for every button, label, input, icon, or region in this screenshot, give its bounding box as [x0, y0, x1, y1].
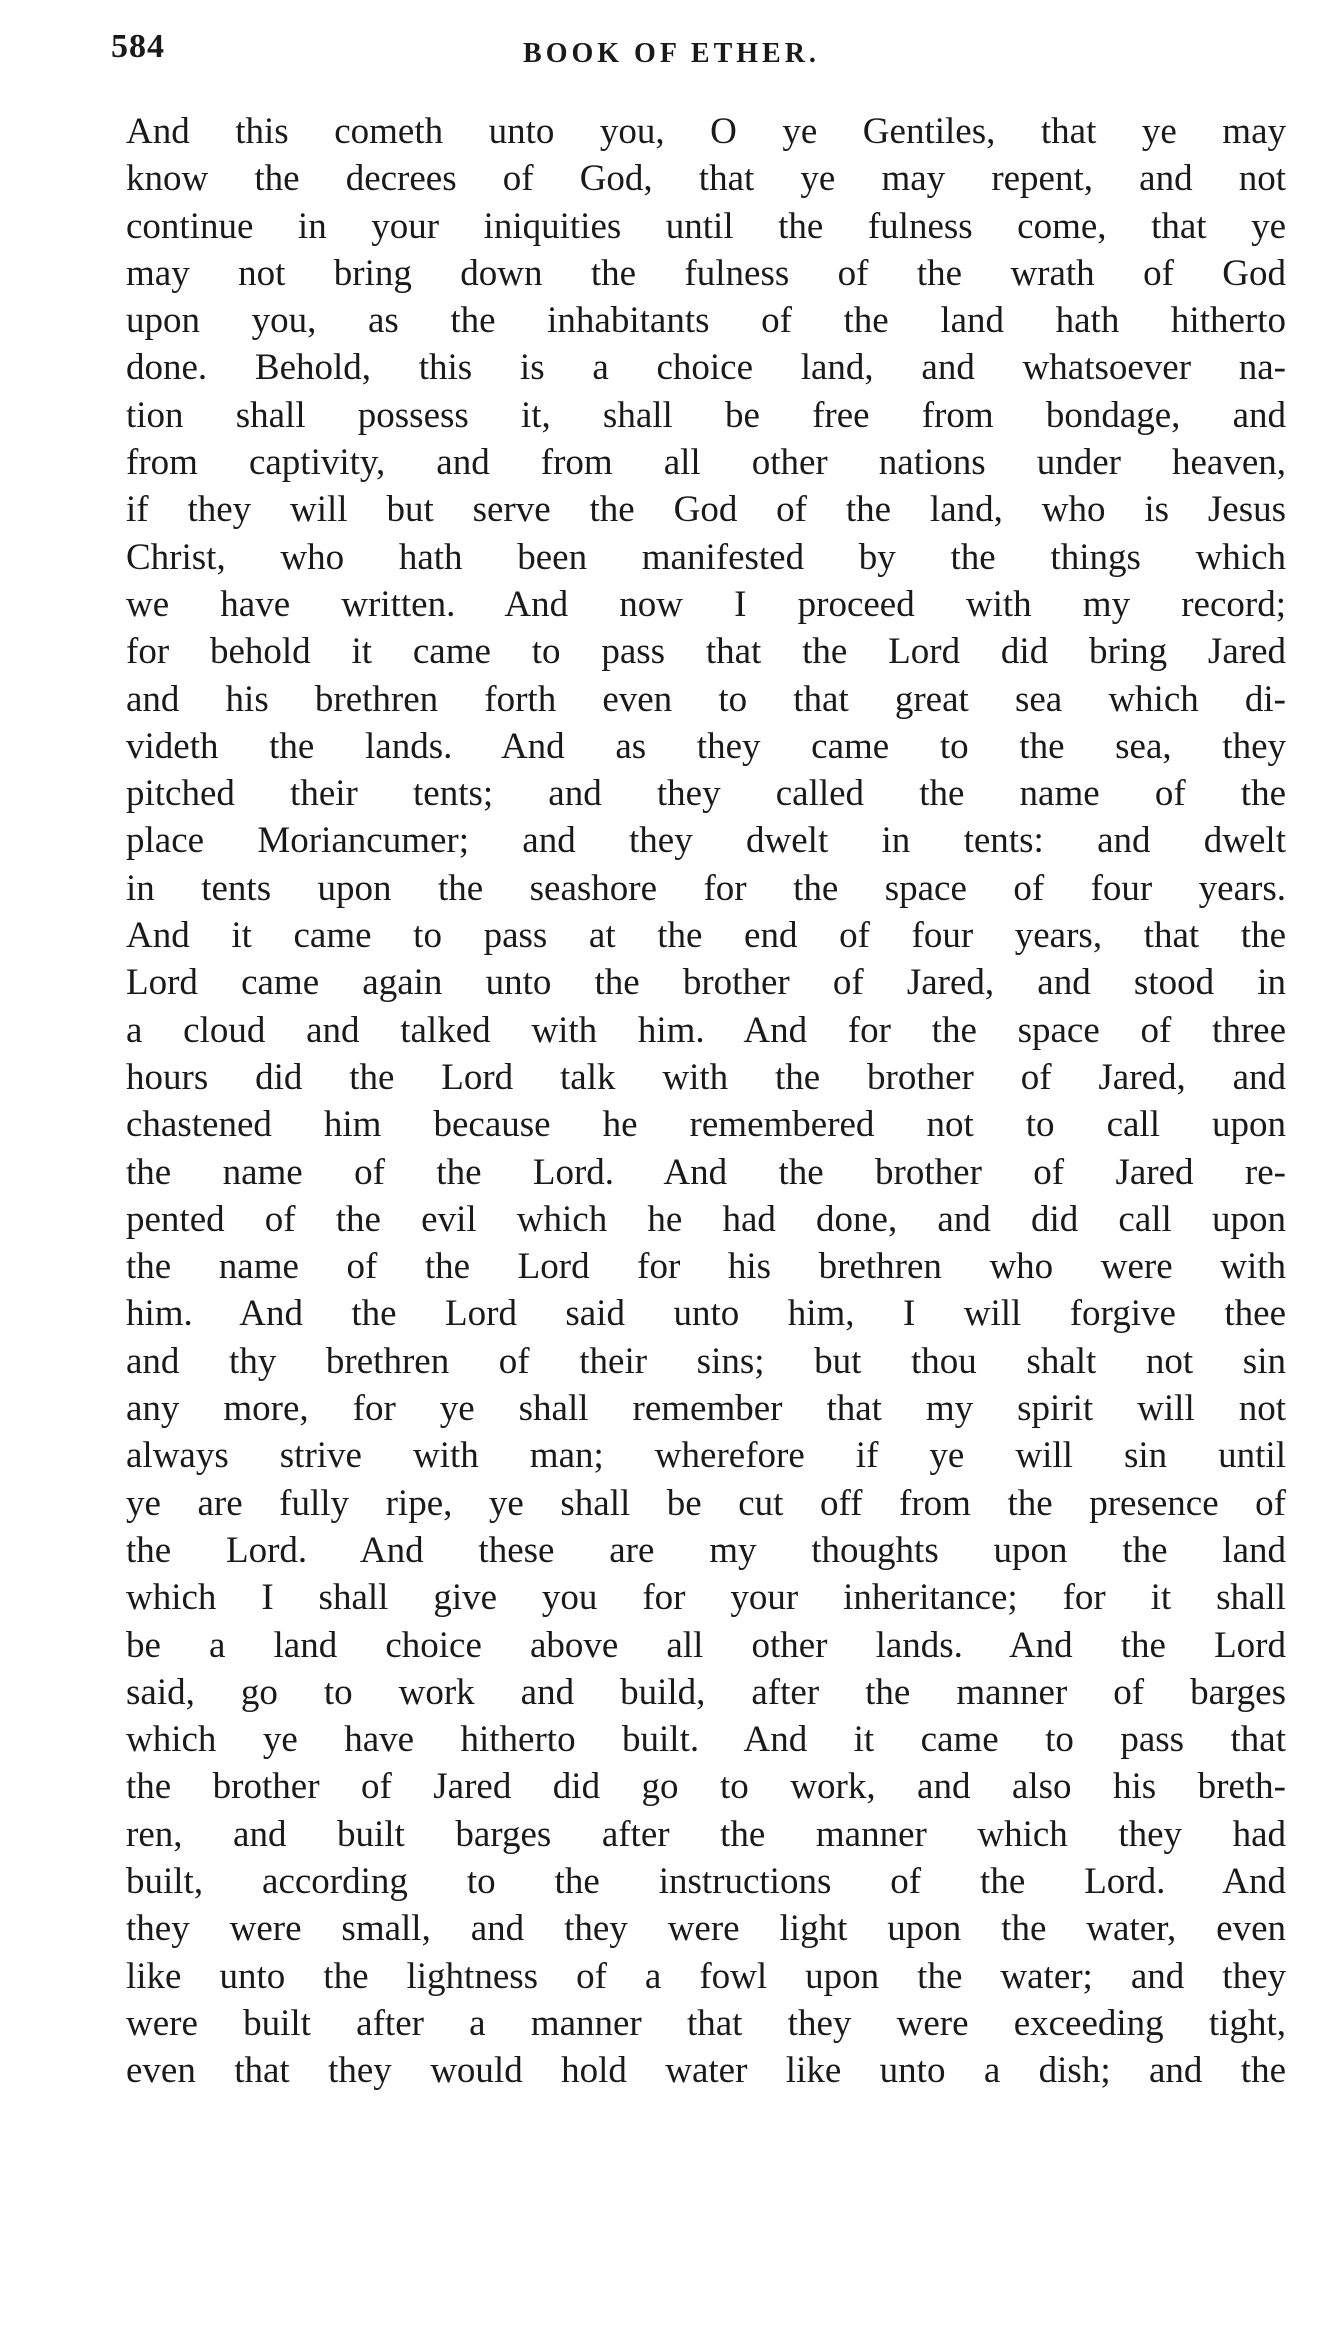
text-line: pented of the evil which he had done, and did call upon — [126, 1198, 1286, 1240]
text-line: ye are fully ripe, ye shall be cut off from the presence of — [126, 1482, 1286, 1524]
text-line: a cloud and talked with him. And for the space of three — [126, 1009, 1286, 1051]
text-line: built, according to the instructions of the Lord. And — [126, 1860, 1286, 1902]
text-line: for behold it came to pass that the Lord did bring Jared — [126, 631, 1286, 673]
text-line: they were small, and they were light upon the water, even — [126, 1908, 1286, 1950]
text-line: know the decrees of God, that ye may repent, and not — [126, 158, 1286, 200]
text-line: and thy brethren of their sins; but thou shalt not sin — [126, 1340, 1286, 1382]
text-line: continue in your iniquities until the fulness come, that ye — [126, 205, 1286, 247]
text-line: which I shall give you for your inheritance; for it shall — [126, 1577, 1286, 1619]
text-line: And this cometh unto you, O ye Gentiles, that ye may — [126, 111, 1286, 152]
text-line: And it came to pass at the end of four years, that the — [126, 915, 1286, 957]
text-line: if they will but serve the God of the land, who is Jesus — [126, 489, 1286, 531]
text-line: even that they would hold water like unto a dish; and the — [126, 2050, 1286, 2092]
text-line: we have written. And now I proceed with my record; — [126, 583, 1286, 625]
text-line: ren, and built barges after the manner which they had — [126, 1813, 1286, 1855]
text-line: like unto the lightness of a fowl upon the water; and they — [126, 1955, 1286, 1997]
text-line: from captivity, and from all other nations under heaven, — [126, 442, 1286, 484]
text-line: and his brethren forth even to that great sea which di- — [126, 678, 1286, 720]
body-text — [126, 108, 1286, 2094]
text-line: the name of the Lord for his brethren who were with — [126, 1246, 1286, 1288]
text-line: may not bring down the fulness of the wrath of God — [126, 252, 1286, 294]
text-line: the brother of Jared did go to work, and also his breth- — [126, 1766, 1286, 1808]
running-title: BOOK OF ETHER. — [523, 38, 820, 69]
text-line: any more, for ye shall remember that my spirit will not — [126, 1388, 1286, 1430]
text-line: the name of the Lord. And the brother of Jared re- — [126, 1151, 1286, 1193]
text-line: hours did the Lord talk with the brother of Jared, and — [126, 1056, 1286, 1098]
text-line: the Lord. And these are my thoughts upon the land — [126, 1529, 1286, 1571]
text-line: be a land choice above all other lands. And the Lord — [126, 1624, 1286, 1666]
text-line: pitched their tents; and they called the name of the — [126, 773, 1286, 815]
text-line: videth the lands. And as they came to the sea, they — [126, 725, 1286, 767]
text-line: which ye have hitherto built. And it came to pass that — [126, 1719, 1286, 1761]
text-line: were built after a manner that they were exceeding tight, — [126, 2002, 1286, 2044]
text-line: in tents upon the seashore for the space of four years. — [126, 867, 1286, 909]
text-line: always strive with man; wherefore if ye will sin until — [126, 1435, 1286, 1477]
text-line: chastened him because he remembered not to call upon — [126, 1104, 1286, 1146]
text-line: Lord came again unto the brother of Jared, and stood in — [126, 962, 1286, 1004]
text-line: upon you, as the inhabitants of the land hath hitherto — [126, 300, 1286, 342]
page-number: 584 — [111, 28, 165, 65]
text-line: Christ, who hath been manifested by the things which — [126, 536, 1286, 578]
text-line: said, go to work and build, after the manner of barges — [126, 1671, 1286, 1713]
text-line: him. And the Lord said unto him, I will forgive thee — [126, 1293, 1286, 1335]
text-line: done. Behold, this is a choice land, and whatsoever na- — [126, 347, 1286, 389]
text-line: tion shall possess it, shall be free from bondage, and — [126, 394, 1286, 436]
text-line: place Moriancumer; and they dwelt in tents: and dwelt — [126, 820, 1286, 862]
